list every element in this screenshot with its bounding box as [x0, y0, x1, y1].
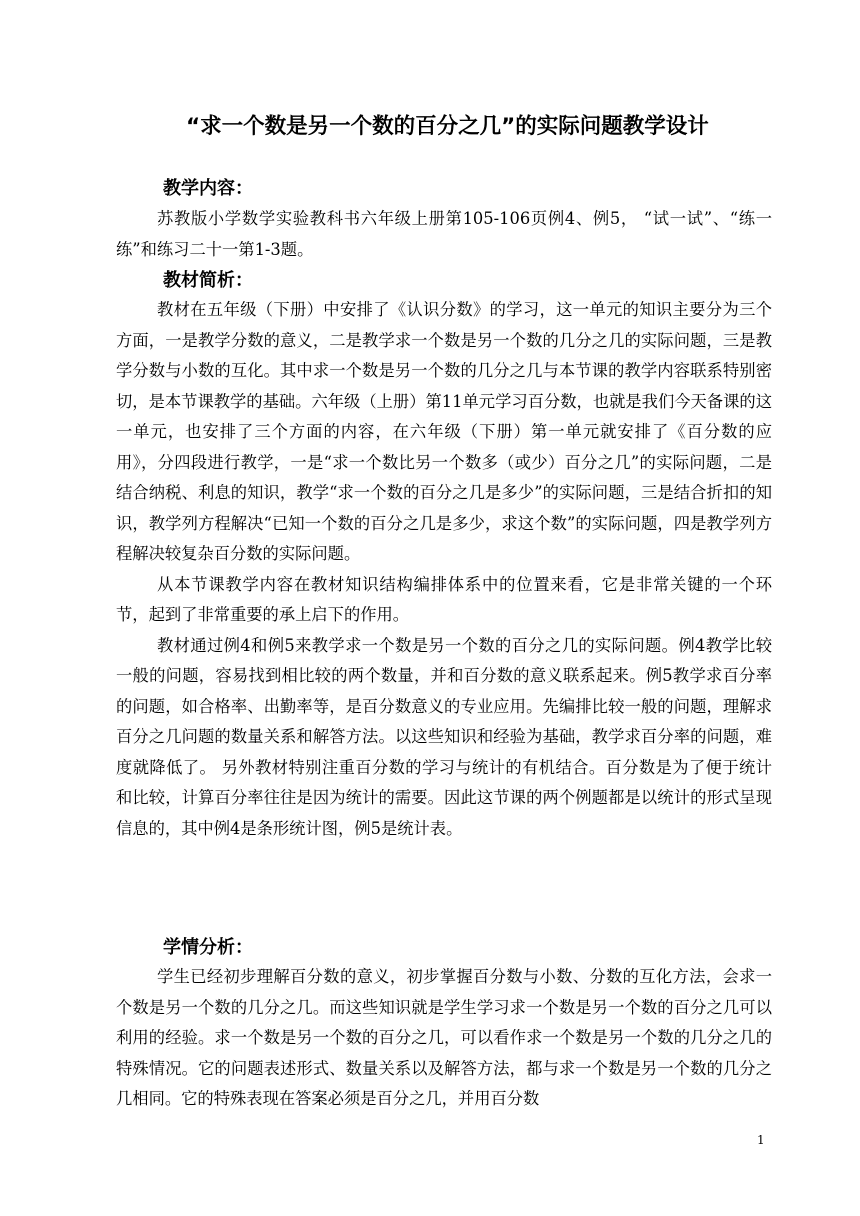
paragraph: 教材通过例4和例5来教学求一个数是另一个数的百分之几的实际问题。例4教学比较一般的问题，容易找到相比较的两个数量，并和百分数的意义联系起来。例5教学求百分率的问题，如合格率、出勤率等，是百分数意义的专业应用。先编排比较一般的问题，理解求百分之几问题的数量关系和解答方法。以这些知识和经验为基础，教学求百分率的问题，难度就降低了。 另外教材特别注重百分数的学习与统计的有机结合。百分数是为了便于统计和比较，计算百分率往往是因为统计的需要。因此这节课的两个例题都是以统计的形式呈现信息的，其中例4是条形统计图，例5是统计表。: [116, 635, 772, 838]
paragraph: 从本节课教学内容在教材知识结构编排体系中的位置来看，它是非常关键的一个环节，起到了非常重要的承上启下的作用。: [116, 574, 772, 624]
paragraph: 教材在五年级（下册）中安排了《认识分数》的学习，这一单元的知识主要分为三个方面，一是教学分数的意义，二是教学求一个数是另一个数的几分之几的实际问题，三是教学分数与小数的互化。其中求一个数是另一个数的几分之几与本节课的教学内容联系特别密切，是本节课教学的基础。六年级（上册）第11单元学习百分数，也就是我们今天备课的这一单元，也安排了三个方面的内容，在六年级（下册）第一单元就安排了《百分数的应用》，分四段进行教学，一是“求一个数比另一个数多（或少）百分之几”的实际问题，二是结合纳税、利息的知识，教学“求一个数的百分之几是多少”的实际问题，三是结合折扣的知识，教学列方程解决“已知一个数的百分之几是多少，求这个数”的实际问题，四是教学列方程解决较复杂百分数的实际问题。: [116, 300, 772, 563]
section-heading-content: 教学内容：: [163, 178, 253, 199]
section-body-textbook-analysis: [116, 295, 772, 844]
document-title: “求一个数是另一个数的百分之几”的实际问题教学设计: [186, 114, 709, 139]
paragraph: 学生已经初步理解百分数的意义，初步掌握百分数与小数、分数的互化方法，会求一个数是另一个数的几分之几。而这些知识就是学生学习求一个数是另一个数的百分之几可以利用的经验。求一个数是另一个数的百分之几，可以看作求一个数是另一个数的几分之几的特殊情况。它的问题表述形式、数量关系以及解答方法，都与求一个数是另一个数的几分之几相同。它的特殊表现在答案必须是百分之几，并用百分数: [116, 967, 772, 1108]
paragraph: 苏教版小学数学实验教科书六年级上册第105-106页例4、例5， “试一试”、“练一练”和练习二十一第1-3题。: [116, 209, 772, 259]
section-body-student-analysis: [116, 962, 772, 1115]
page-number: 1: [757, 1133, 765, 1147]
section-heading-textbook-analysis: 教材简析：: [163, 270, 253, 291]
section-heading-student-analysis: 学情分析：: [163, 937, 253, 958]
section-body-content: [116, 204, 772, 265]
